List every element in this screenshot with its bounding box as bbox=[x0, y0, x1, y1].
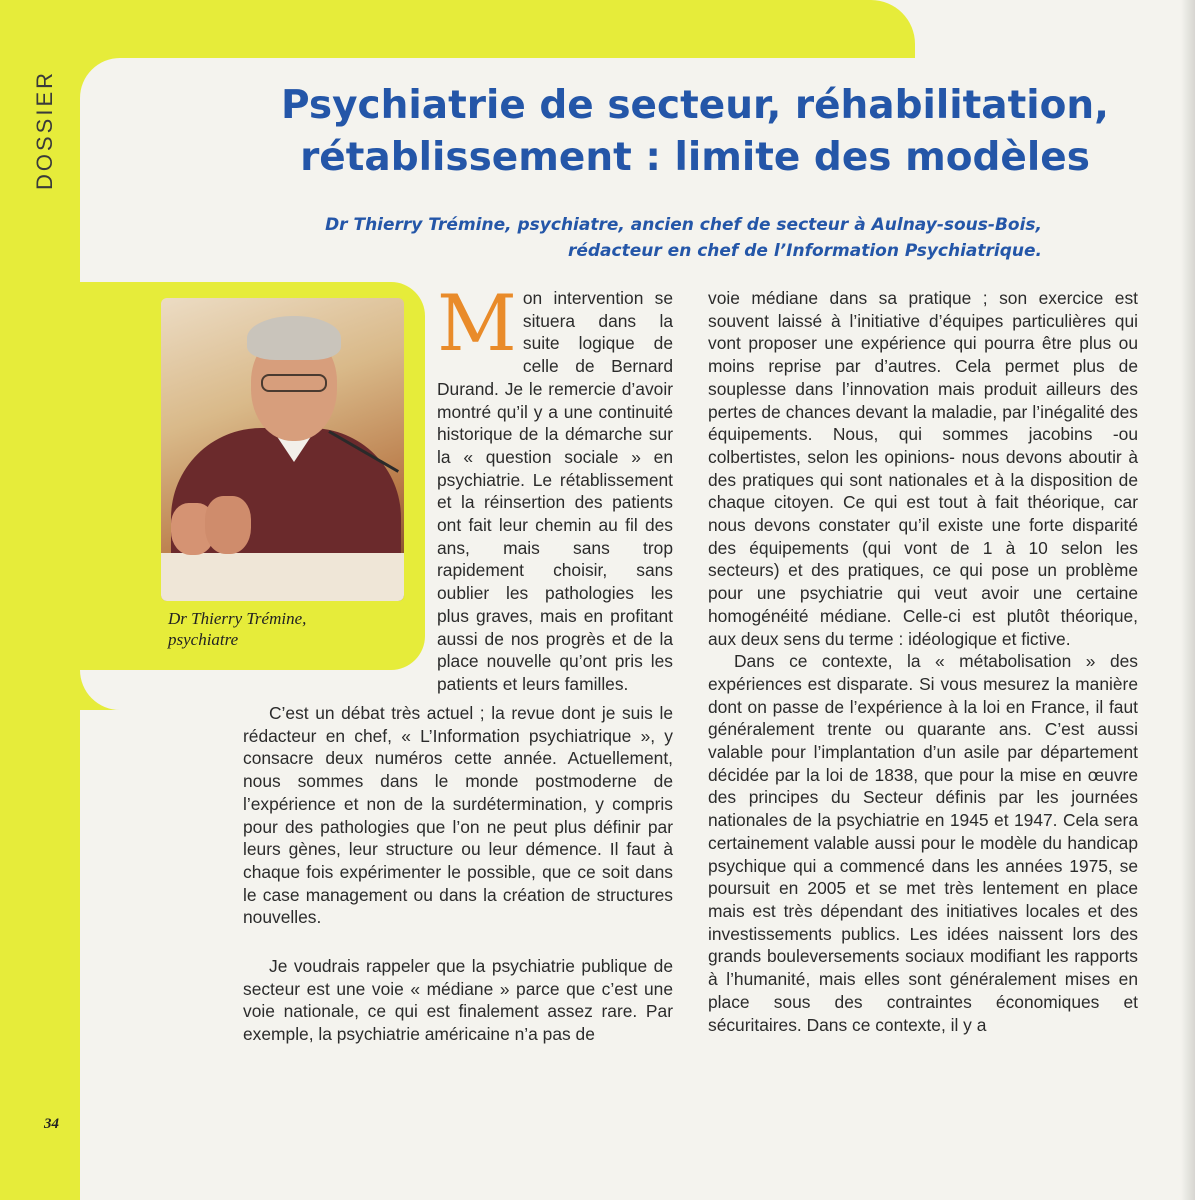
paragraph-4: Dans ce contexte, la « métabolisation » des expériences est disparate. Si vous mesurez la manière dont on passe de l’expérience à la loi en France, il faut généralement trente ou quarante ans. C’est aussi valable pour l’implantation d’un asile par département décidée par la loi de 1838, que pour la mise en œuvre des principes du Secteur définis par les journées nationales de la psychiatrie en 1945 et 1947. Cela sera certainement valable aussi pour le modèle du handicap psychique qui a commencé dans les années 1975, se poursuit en 2005 et se met très lentement en place mais est très dépendant des initiatives locales et des investissements publics. Les idées naissent lors des grands bouleversements sociaux modifiant les rapports à l’humanité, mais elles sont généralement mises en place sous des contraintes économiques et sécuritaires. Dans ce contexte, il y a bbox=[708, 651, 1138, 1035]
article-column-right bbox=[708, 287, 1138, 1036]
paragraph-2: C’est un débat très actuel ; la revue dont je suis le rédacteur en chef, « L’Information psychiatrique », y consacre deux numéros cette année. Actuellement, nous sommes dans le monde postmoderne de l’expérience et non de la surdétermination, y compris pour des pathologies que l’on ne peut plus définir par leurs gènes, leur structure ou leur démence. Il faut à chaque fois expérimenter le possible, que ce soit dans le case management ou dans la création de structures nouvelles. bbox=[243, 703, 673, 928]
byline-line-1: Dr Thierry Trémine, psychiatre, ancien chef de secteur à Aulnay-sous-Bois, bbox=[325, 215, 1042, 235]
paragraph-1 bbox=[437, 279, 673, 696]
paragraph-3-continued: voie médiane dans sa pratique ; son exercice est souvent laissé à l’initiative d’équipes particulières qui vont proposer une expérience qui pourra être plus ou moins reprise par d’autres. Cela permet plus de souplesse dans l’innovation mais produit ailleurs des pertes de chances devant la maladie, par l’inégalité des équipements. Nous, qui sommes jacobins -ou colbertistes, selon les opinions- nous devons aboutir à des pratiques qui sont nationales et à la disposition de chaque citoyen. Ce qui est tout à fait théorique, car nous devons constater qu’il existe une forte disparité des équipements (qui vont de 1 à 10 selon les secteurs) et des pratiques, ce qui pose un problème pour une psychiatrie qui veut avoir une certaine homogénéité médiane. Celle-ci est plutôt théorique, aux deux sens du terme : idéologique et fictive. bbox=[708, 288, 1138, 649]
photo-caption bbox=[168, 608, 408, 650]
page-fold-shadow bbox=[1181, 0, 1195, 1200]
yellow-top-band bbox=[0, 0, 915, 58]
page-number: 34 bbox=[44, 1116, 59, 1132]
section-label: DOSSIER bbox=[32, 69, 57, 190]
article-title bbox=[240, 80, 1150, 184]
title-line-2: rétablissement : limite des modèles bbox=[300, 135, 1090, 180]
author-byline bbox=[240, 212, 1120, 264]
article-column-left-top bbox=[437, 279, 673, 696]
title-line-1: Psychiatrie de secteur, réhabilitation, bbox=[281, 83, 1109, 128]
yellow-top-inner-corner bbox=[80, 58, 120, 98]
paragraph-3: Je voudrais rappeler que la psychiatrie publique de secteur est une voie « médiane » parce que c’est une voie nationale, ce qui est finalement assez rare. Par exemple, la psychiatrie américaine n’a pas de bbox=[243, 956, 673, 1045]
caption-line-1: Dr Thierry Trémine, bbox=[168, 609, 307, 628]
yellow-bottom-corner bbox=[80, 670, 120, 710]
paragraph-1-text: on intervention se situera dans la suite logique de celle de Bernard Durand. Je le remercie d’avoir montré qu’il y a une continuité historique de la démarche sur la « question sociale » en psychiatrie. Le rétablissement et la réinsertion des patients ont fait leur chemin au fil des ans, mais sans trop rapidement choisir, sans oublier les pathologies les plus graves, mais en profitant aussi de nos progrès et de la place nouvelle qu’ont pris les patients et leurs familles. bbox=[437, 288, 673, 694]
caption-line-2: psychiatre bbox=[168, 630, 239, 649]
author-photo bbox=[161, 298, 404, 601]
byline-line-2: rédacteur en chef de l’Information Psychiatrique. bbox=[567, 241, 1042, 261]
photo-desk-shape bbox=[161, 553, 404, 601]
article-column-left-bottom bbox=[243, 702, 673, 1046]
photo-glasses-shape bbox=[261, 374, 327, 392]
dropcap: M bbox=[437, 279, 517, 369]
photo-right-hand-shape bbox=[205, 496, 251, 554]
photo-hair-shape bbox=[247, 316, 341, 360]
